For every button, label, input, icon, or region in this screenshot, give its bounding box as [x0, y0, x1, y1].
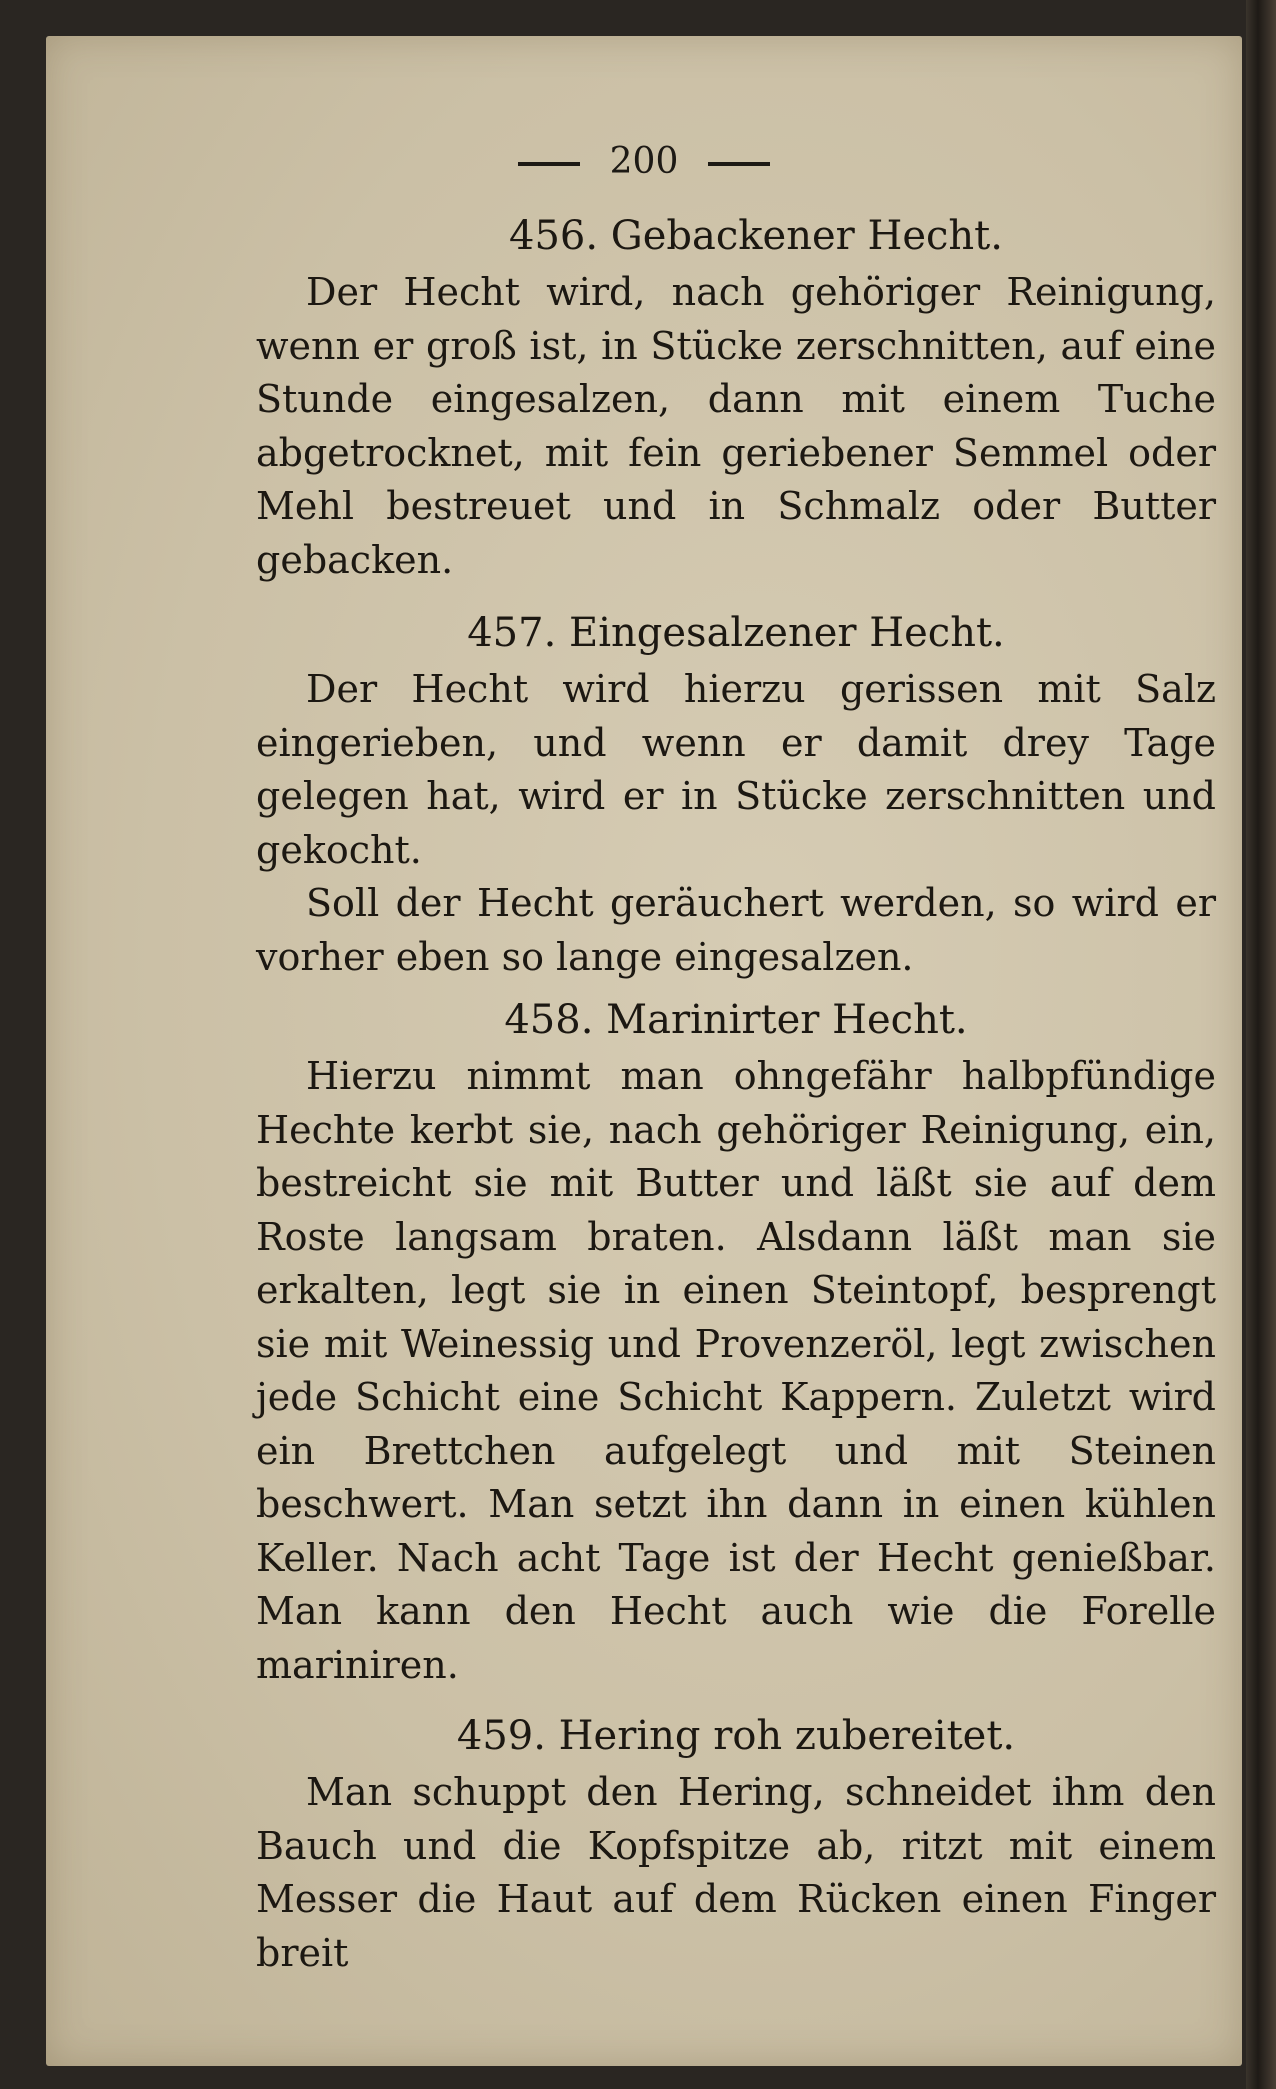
recipe-459	[256, 1706, 1216, 1980]
header-dash-right	[708, 162, 770, 166]
page-text	[256, 206, 1216, 1980]
recipe-name: Eingesalzener Hecht.	[569, 610, 1005, 656]
recipe-paragraph: Der Hecht wird, nach gehöriger Reinigung, wenn er groß ist, in Stücke zerschnitten, auf eine Stunde eingesalzen, dann mit einem Tuche abgetrocknet, mit fein geriebener Semmel oder Mehl bestreuet und in Schmalz oder Butter gebacken.	[256, 270, 1216, 582]
recipe-number: 458.	[504, 997, 594, 1043]
book-page	[46, 36, 1242, 2066]
recipe-paragraph: Hierzu nimmt man ohngefähr halbpfündige Hechte kerbt sie, nach gehöriger Reinigung, ein, bestreicht sie mit Butter und läßt sie auf dem Roste langsam braten. Alsdann läßt man sie erkalten, legt sie in einen Steintopf, besprengt sie mit Weinessig und Provenzeröl, legt zwischen jede Schicht eine Schicht Kappern. Zuletzt wird ein Brettchen aufgelegt und mit Steinen beschwert. Man setzt ihn dann in einen kühlen Keller. Nach acht Tage ist der Hecht genießbar. Man kann den Hecht auch wie die Forelle mariniren.	[256, 1054, 1216, 1687]
recipe-title	[256, 603, 1216, 663]
recipe-number: 456.	[509, 213, 599, 259]
recipe-paragraph: Man schuppt den Hering, schneidet ihm den Bauch und die Kopfspitze ab, ritzt mit einem Messer die Haut auf dem Rücken einen Finger breit	[256, 1770, 1216, 1975]
page-header	[46, 141, 1242, 182]
recipe-title	[256, 990, 1216, 1050]
page-number: 200	[609, 141, 679, 182]
recipe-name: Hering roh zubereitet.	[558, 1713, 1016, 1759]
recipe-title	[296, 206, 1216, 266]
header-dash-left	[518, 162, 580, 166]
recipe-paragraph: Soll der Hecht geräuchert werden, so wird er vorher eben so lange eingesalzen.	[256, 881, 1216, 979]
recipe-number: 459.	[456, 1713, 546, 1759]
recipe-number: 457.	[467, 610, 557, 656]
recipe-paragraph: Der Hecht wird hierzu gerissen mit Salz eingerieben, und wenn er damit drey Tage gelegen hat, wird er in Stücke zerschnitten und gekocht.	[256, 667, 1216, 872]
recipe-name: Gebackener Hecht.	[610, 213, 1003, 259]
recipe-title	[256, 1706, 1216, 1766]
book-binding-edge	[1246, 0, 1276, 2089]
recipe-457	[256, 603, 1216, 984]
recipe-458	[256, 990, 1216, 1692]
recipe-name: Marinirter Hecht.	[606, 997, 968, 1043]
recipe-456	[256, 206, 1216, 587]
